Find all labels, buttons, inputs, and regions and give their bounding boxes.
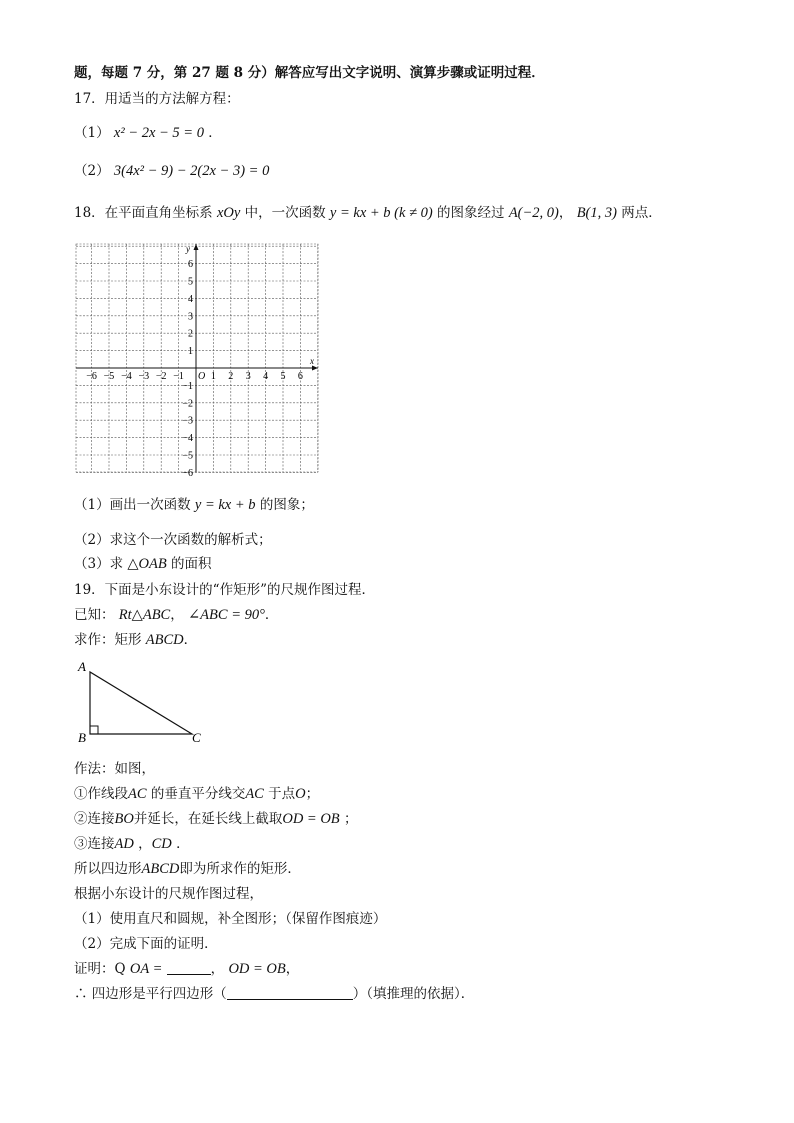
q19-step1-c: 于点	[268, 786, 296, 802]
q17-part2-equation: 3(4x² − 9) − 2(2x − 3) = 0	[113, 163, 270, 179]
q19-step1-d: ；	[305, 786, 320, 802]
origin-label: O	[198, 371, 206, 382]
triangle-abc	[90, 672, 192, 734]
q18-sub3	[74, 555, 212, 573]
q19-step2-b: 并延长，在延长线上截取	[133, 811, 283, 827]
q18-sub1	[74, 496, 314, 514]
q19-step3-ad: AD	[114, 836, 134, 852]
q18-point-a: A(−2, 0)	[508, 205, 559, 221]
q19-proof-end: ，	[285, 961, 300, 977]
x-tick-label: −1	[173, 371, 184, 382]
y-tick-label: −1	[182, 380, 193, 392]
q19-step2-a: ②连接	[74, 811, 115, 827]
q19-so	[74, 860, 301, 878]
q18-sub1-a: （1）画出一次函数	[74, 497, 191, 513]
q18-intro	[74, 204, 662, 222]
q19-proof-od: OD = OB	[228, 961, 286, 977]
q18-function: y = kx + b (k ≠ 0)	[329, 205, 433, 221]
x-tick-label: −4	[121, 371, 132, 382]
q17-part1-end: ．	[208, 125, 222, 141]
q19-step3	[74, 835, 190, 853]
y-axis-label: y	[186, 244, 190, 254]
x-tick-label: −5	[103, 371, 115, 382]
q19-title: 19．下面是小东设计的“作矩形”的尺规作图过程．	[74, 582, 375, 598]
q19-step1-ac2: AC	[245, 786, 264, 802]
q19-step3-cd: CD	[151, 836, 172, 852]
q19-find-end: ．	[183, 632, 198, 648]
q19-step1-b: 的垂直平分线交	[150, 786, 246, 802]
y-tick-label: −3	[182, 415, 193, 427]
x-tick-label: −2	[155, 371, 167, 382]
vertex-b-label: B	[78, 730, 86, 745]
q19-step1	[74, 785, 319, 803]
x-tick-label: 5	[280, 371, 286, 382]
q18-sub1-b: 的图象；	[259, 497, 314, 513]
section-instruction: 题，每题 7 分，第 27 题 8 分）解答应写出文字说明、演算步骤或证明过程．	[74, 65, 545, 81]
q17-part1-num: （1）	[74, 125, 110, 141]
q19-by: 根据小东设计的尺规作图过程，	[74, 886, 263, 902]
vertex-a-label: A	[78, 659, 86, 674]
q19-proof-a: 证明：Q	[74, 961, 126, 977]
q19-known-end: ．	[264, 607, 279, 623]
q19-concl-b: ）（填推理的依据）．	[352, 986, 475, 1002]
x-tick-label: 2	[228, 371, 234, 382]
q17-part1	[74, 124, 222, 142]
x-axis-arrow	[312, 366, 318, 371]
x-tick-label: 6	[297, 371, 303, 382]
x-tick-label: 3	[245, 371, 251, 382]
q19-find	[74, 631, 197, 649]
x-tick-label: −6	[86, 371, 97, 382]
q19-known-rt: Rt△ABC	[118, 607, 171, 623]
coordinate-grid	[72, 240, 324, 476]
q19-proof-oa: OA =	[129, 961, 163, 977]
q19-known-angle: ∠ABC = 90°	[188, 607, 265, 623]
q18-sub2: （2）求这个一次函数的解析式；	[74, 532, 272, 548]
y-tick-label: 1	[188, 346, 193, 358]
q18-intro-d: 两点．	[621, 205, 662, 221]
x-tick-label: −3	[138, 371, 150, 382]
q19-step2-c: ；	[343, 811, 358, 827]
y-tick-label: 4	[188, 293, 193, 305]
q19-so-a: 所以四边形	[74, 861, 142, 877]
y-tick-label: 2	[188, 328, 193, 340]
y-tick-label: −5	[182, 450, 193, 462]
q19-conclusion	[74, 985, 474, 1003]
q19-step2-bo: BO	[114, 811, 134, 827]
q18-sep: ，	[558, 205, 573, 221]
y-tick-label: 6	[188, 259, 193, 271]
q18-coord-system: xOy	[216, 205, 241, 221]
y-tick-label: −2	[182, 398, 193, 410]
q17-part1-equation: x² − 2x − 5 = 0	[113, 125, 204, 141]
q19-step1-a: ①作线段	[74, 786, 128, 802]
y-tick-label: −6	[182, 467, 193, 476]
q18-intro-c: 的图象经过	[437, 205, 505, 221]
q19-method: 作法：如图，	[74, 761, 155, 777]
q19-find-rect: ABCD	[145, 632, 184, 648]
q18-intro-b: 中，一次函数	[244, 205, 326, 221]
q19-step3-end: ．	[176, 836, 190, 852]
q19-proof	[74, 960, 299, 978]
proof-blank-oa[interactable]	[167, 960, 211, 975]
q19-concl-a: ∴ 四边形是平行四边形（	[74, 986, 227, 1002]
q19-task2: （2）完成下面的证明．	[74, 936, 218, 952]
x-tick-label: 4	[263, 371, 269, 382]
q18-intro-a: 18．在平面直角坐标系	[74, 205, 213, 221]
tick-labels	[86, 244, 314, 476]
y-tick-label: 3	[188, 311, 193, 323]
q19-so-rect: ABCD	[141, 861, 180, 877]
q19-task1: （1）使用直尺和圆规，补全图形；（保留作图痕迹）	[74, 911, 387, 927]
q19-step3-sep: ，	[138, 836, 152, 852]
q19-step3-a: ③连接	[74, 836, 115, 852]
q19-step2-eq: OD = OB	[282, 811, 340, 827]
q19-step1-o: O	[295, 786, 306, 802]
q19-known-a: 已知：	[74, 607, 115, 623]
q18-sub3-b: 的面积	[171, 556, 212, 572]
q17-part2	[74, 162, 269, 180]
q18-sub3-a: （3）求	[74, 556, 124, 572]
y-tick-label: 5	[188, 276, 193, 288]
q19-step1-ac1: AC	[128, 786, 147, 802]
q19-step2	[74, 810, 357, 828]
right-angle-mark	[90, 726, 98, 734]
proof-blank-reason[interactable]	[227, 985, 353, 1000]
x-axis-label: x	[310, 356, 314, 366]
q18-point-b: B(1, 3)	[576, 205, 617, 221]
q17-part2-num: （2）	[74, 163, 110, 179]
y-tick-label: −4	[182, 433, 193, 445]
q19-known	[74, 606, 278, 624]
q19-find-a: 求作：矩形	[74, 632, 142, 648]
q18-sub3-triangle: △OAB	[127, 556, 167, 572]
q18-sub1-function: y = kx + b	[194, 497, 256, 513]
q19-so-b: 即为所求作的矩形．	[179, 861, 301, 877]
triangle-figure	[72, 658, 212, 746]
x-tick-label: 1	[210, 371, 216, 382]
y-axis-arrow	[194, 244, 199, 250]
q19-known-sep: ，	[170, 607, 184, 623]
vertex-c-label: C	[192, 730, 201, 745]
q17-title: 17．用适当的方法解方程：	[74, 91, 240, 107]
grid-lines	[76, 244, 318, 472]
q19-proof-sep: ，	[210, 961, 225, 977]
